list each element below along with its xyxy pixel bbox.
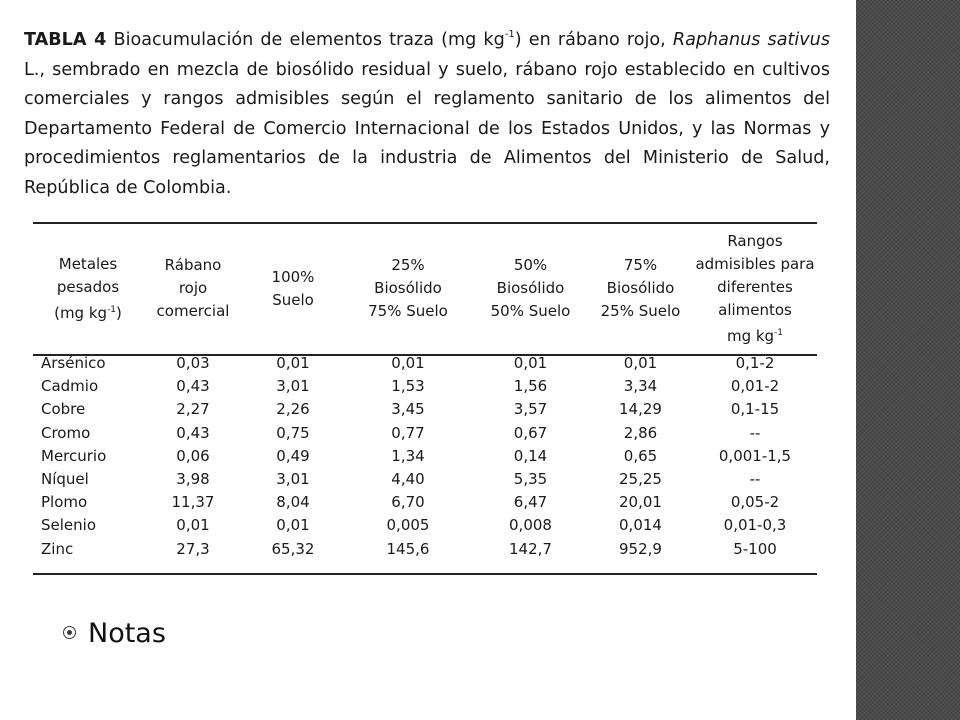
table-top-rule xyxy=(33,222,817,224)
value-cell: 0,01 xyxy=(276,354,310,373)
value-cell: 5,35 xyxy=(513,470,548,489)
value-cell: 0,01 xyxy=(623,354,658,373)
value-cell: 0,014 xyxy=(619,516,662,535)
value-cell: 0,01-0,3 xyxy=(723,516,787,535)
value-cell: 1,56 xyxy=(513,377,548,396)
metal-name-cell: Zinc xyxy=(41,539,74,558)
decorative-side-bar xyxy=(856,0,960,720)
table-caption xyxy=(24,26,830,203)
value-cell: 0,05-2 xyxy=(730,493,780,512)
metal-name-cell: Arsénico xyxy=(41,354,106,373)
value-cell: 0,01 xyxy=(513,354,548,373)
value-cell: 0,67 xyxy=(513,423,548,442)
value-cell: 3,01 xyxy=(276,470,310,489)
value-cell: 0,75 xyxy=(276,423,310,442)
value-cell: 11,37 xyxy=(171,493,215,512)
value-cell: 6,70 xyxy=(391,493,425,512)
metal-name-cell: Cobre xyxy=(41,400,86,419)
value-cell: 2,26 xyxy=(276,400,310,419)
header-100-suelo: 100% Suelo xyxy=(271,267,315,309)
caption-unit-exponent: -1 xyxy=(504,29,515,41)
table-row xyxy=(33,445,817,468)
value-cell: 0,06 xyxy=(176,446,210,465)
value-cell: 25,25 xyxy=(619,470,662,489)
header-metales-pesados: Metales pesados (mg $kg^{-1}$) xyxy=(54,254,122,322)
table-row xyxy=(33,398,817,421)
value-cell: 3,45 xyxy=(391,400,425,419)
value-cell: 65,32 xyxy=(271,539,315,558)
value-cell: 8,04 xyxy=(276,493,310,512)
caption-text-3: L., sembrado en mezcla de biosólido residual y suelo, rábano rojo establecido en cultivos comerciales y rangos admisibles según el reglamento sanitario de los alimentos del Departamento Federal de Comercio Internacional de los Estados Unidos, y las Normas y procedimientos reglamentarios de la industria de Alimentos del Ministerio de Salud, República de Colombia. xyxy=(24,59,830,198)
table-header-row xyxy=(33,225,817,352)
header-rabano-comercial: Rábano rojo comercial xyxy=(156,256,230,320)
bioaccumulation-table xyxy=(33,225,817,561)
value-cell: 0,77 xyxy=(391,423,425,442)
caption-text-1: Bioacumulación de elementos traza (mg kg xyxy=(106,30,505,50)
value-cell: 0,43 xyxy=(176,423,210,442)
value-cell: 145,6 xyxy=(386,539,430,558)
caption-species: Raphanus sativus xyxy=(672,30,830,50)
header-75-biosolido: 75% Biosólido 25% Suelo xyxy=(600,256,681,320)
value-cell: 2,86 xyxy=(623,423,658,442)
value-cell: 4,40 xyxy=(391,470,425,489)
value-cell: 0,01 xyxy=(276,516,310,535)
circled-dot-bullet-icon xyxy=(63,626,76,639)
value-cell: 3,57 xyxy=(513,400,548,419)
value-cell: 0,49 xyxy=(276,446,310,465)
value-cell: 1,53 xyxy=(391,377,425,396)
table-row xyxy=(33,422,817,445)
header-25-biosolido: 25% Biosólido 75% Suelo xyxy=(368,256,448,320)
value-cell: 14,29 xyxy=(619,400,662,419)
value-cell: 0,001-1,5 xyxy=(718,446,792,465)
value-cell: 0,14 xyxy=(513,446,548,465)
value-cell: 0,1-2 xyxy=(735,354,775,373)
caption-text-2: ) en rábano rojo, xyxy=(514,30,673,50)
value-cell: 0,005 xyxy=(386,516,430,535)
caption-label: TABLA 4 xyxy=(24,30,107,50)
metal-name-cell: Mercurio xyxy=(41,446,107,465)
value-cell: -- xyxy=(749,470,761,489)
value-cell: 142,7 xyxy=(509,539,552,558)
value-cell: 1,34 xyxy=(391,446,425,465)
table-row xyxy=(33,352,817,375)
value-cell: 2,27 xyxy=(176,400,210,419)
metal-name-cell: Selenio xyxy=(41,516,96,535)
metal-name-cell: Cromo xyxy=(41,423,91,442)
header-50-biosolido: 50% Biosólido 50% Suelo xyxy=(490,256,571,320)
value-cell: 6,47 xyxy=(513,493,548,512)
value-cell: 0,43 xyxy=(176,377,210,396)
metal-name-cell: Plomo xyxy=(41,493,88,512)
value-cell: 20,01 xyxy=(619,493,662,512)
table-row xyxy=(33,491,817,514)
value-cell: 0,65 xyxy=(623,446,658,465)
table-row xyxy=(33,468,817,491)
value-cell: 5-100 xyxy=(733,539,777,558)
table-row xyxy=(33,375,817,398)
metal-name-cell: Níquel xyxy=(41,470,89,489)
value-cell: 3,01 xyxy=(276,377,310,396)
notes-link[interactable]: Notas xyxy=(88,618,166,649)
value-cell: 0,01 xyxy=(176,516,210,535)
value-cell: 952,9 xyxy=(619,539,662,558)
value-cell: 0,01 xyxy=(391,354,425,373)
value-cell: -- xyxy=(749,423,761,442)
table-row xyxy=(33,538,817,561)
metal-name-cell: Cadmio xyxy=(41,377,99,396)
value-cell: 0,008 xyxy=(509,516,552,535)
table-row xyxy=(33,514,817,537)
value-cell: 0,1-15 xyxy=(730,400,780,419)
value-cell: 27,3 xyxy=(176,539,210,558)
table-bottom-rule xyxy=(33,573,817,575)
value-cell: 0,01-2 xyxy=(730,377,780,396)
value-cell: 3,34 xyxy=(623,377,658,396)
header-rangos-admisibles: Rangos admisibles para diferentes alimentos mg $kg^{-1}$ xyxy=(695,231,815,345)
value-cell: 3,98 xyxy=(176,470,210,489)
value-cell: 0,03 xyxy=(176,354,210,373)
